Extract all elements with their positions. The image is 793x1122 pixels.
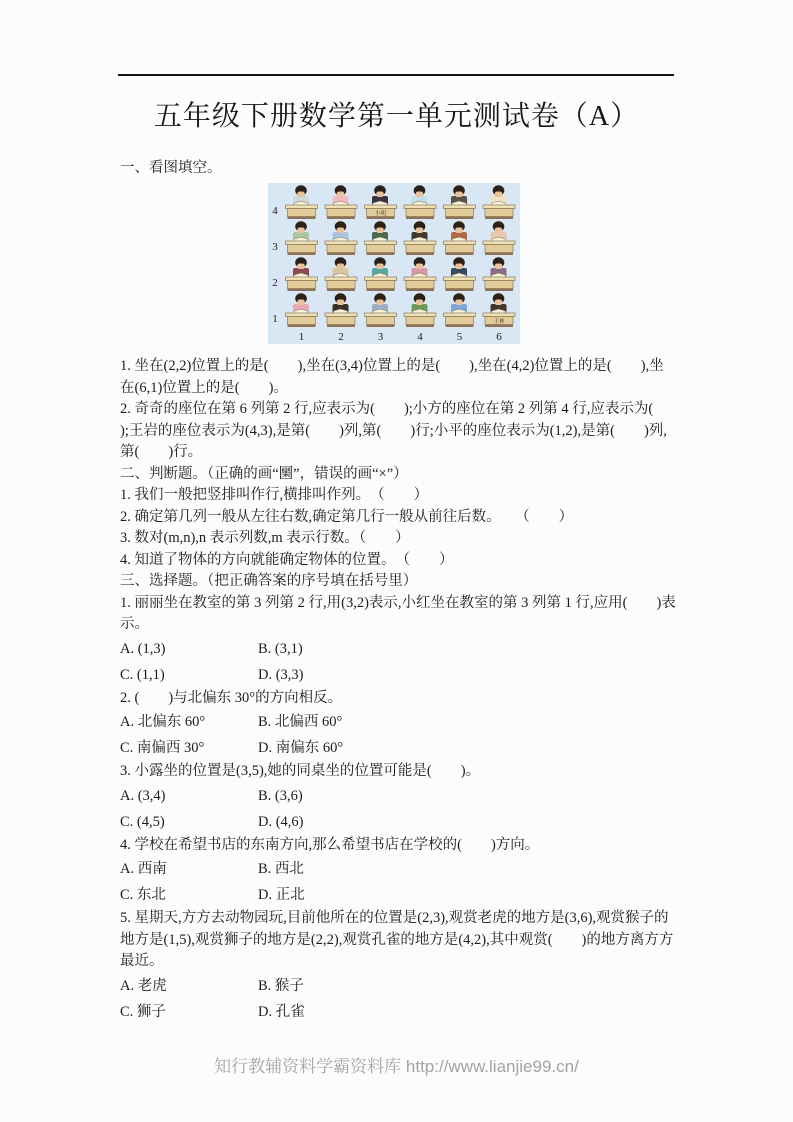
option: D. (4,6) bbox=[258, 813, 304, 830]
choice-question-stem: 4. 学校在希望书店的东南方向,那么希望书店在学校的( )方向。 bbox=[120, 836, 540, 853]
svg-text:5: 5 bbox=[456, 330, 463, 343]
option: B. 西北 bbox=[258, 861, 304, 877]
option: B. 猴子 bbox=[258, 977, 304, 994]
choice-options bbox=[120, 709, 677, 761]
option: B. (3,1) bbox=[258, 640, 303, 657]
classroom-illustration bbox=[268, 183, 520, 344]
option: C. 南偏西 30° bbox=[120, 740, 205, 756]
option: A. (3,4) bbox=[120, 787, 166, 804]
test-body bbox=[120, 158, 683, 1025]
option: D. 孔雀 bbox=[258, 1003, 305, 1020]
option: A. 西南 bbox=[120, 861, 167, 877]
fill-question-1: 1. 坐在(2,2)位置上的是( ),坐在(3,4)位置上的是( ),坐在(4,2)位置上的是( ),坐在(6,1)位置上的是( )。 bbox=[120, 358, 664, 396]
svg-text:6: 6 bbox=[496, 330, 502, 343]
svg-text:3: 3 bbox=[272, 240, 278, 253]
choice-options bbox=[120, 973, 677, 1025]
svg-text:2: 2 bbox=[272, 276, 278, 289]
option: A. (1,3) bbox=[120, 640, 166, 657]
option: A. 北偏东 60° bbox=[120, 714, 206, 730]
svg-text:1: 1 bbox=[298, 330, 305, 343]
svg-text:王林: 王林 bbox=[493, 318, 505, 325]
svg-text:4: 4 bbox=[417, 330, 423, 343]
svg-text:4: 4 bbox=[272, 204, 278, 217]
option: D. 正北 bbox=[258, 887, 305, 903]
section-heading-choice: 三、选择题。（把正确答案的序号填在括号里） bbox=[120, 573, 418, 589]
option: B. (3,6) bbox=[258, 787, 303, 804]
choice-options bbox=[120, 856, 677, 908]
choice-options bbox=[120, 636, 677, 688]
svg-text:3: 3 bbox=[377, 330, 384, 343]
option: C. (4,5) bbox=[120, 813, 165, 830]
option: D. (3,3) bbox=[258, 666, 304, 683]
option: C. 狮子 bbox=[120, 1003, 166, 1020]
fill-question-2: 2. 奇奇的座位在第 6 列第 2 行,应表示为( );小方的座位在第 2 列第 4 行,应表示为( );王岩的座位表示为(4,3),是第( )列,第( )行;小平的座位表示为(1,2),是第( )列,第( )行。 bbox=[120, 401, 683, 460]
option: C. (1,1) bbox=[120, 666, 165, 683]
choice-question-stem: 1. 丽丽坐在教室的第 3 列第 2 行,用(3,2)表示,小红坐在教室的第 3 列第 1 行,应用( )表示。 bbox=[120, 594, 676, 632]
page-title: 五年级下册数学第一单元测试卷（A） bbox=[153, 101, 640, 132]
option: D. 南偏东 60° bbox=[258, 740, 344, 756]
judge-item: 4. 知道了物体的方向就能确定物体的位置。 （ ） bbox=[120, 551, 454, 568]
svg-text:小明: 小明 bbox=[374, 210, 387, 217]
choice-options bbox=[120, 783, 677, 835]
option: C. 东北 bbox=[120, 887, 166, 903]
section-heading-fill: 一、看图填空。 bbox=[120, 160, 222, 176]
judge-item: 3. 数对(m,n),n 表示列数,m 表示行数。（ ） bbox=[120, 530, 410, 546]
svg-text:2: 2 bbox=[338, 330, 344, 343]
choice-question-stem: 3. 小露坐的位置是(3,5),她的同桌坐的位置可能是( )。 bbox=[120, 763, 481, 779]
option: A. 老虎 bbox=[120, 977, 167, 994]
watermark-footer: 知行教辅资料学霸资料库 http://www.lianjie99.cn/ bbox=[214, 1057, 579, 1076]
top-rule bbox=[118, 74, 674, 76]
choice-question-stem: 5. 星期天,方方去动物园玩,目前他所在的位置是(2,3),观赏老虎的地方是(3,6),观赏猴子的地方是(1,5),观赏狮子的地方是(2,2),观赏孔雀的地方是(4,2),其中观赏( )的地方离方方最近。 bbox=[120, 910, 674, 969]
option: B. 北偏西 60° bbox=[258, 714, 343, 730]
judge-item: 1. 我们一般把竖排叫作行,横排叫作列。 （ ） bbox=[120, 487, 429, 503]
judge-item: 2. 确定第几列一般从左往右数,确定第几行一般从前往后数。 （ ） bbox=[120, 508, 574, 525]
svg-text:1: 1 bbox=[272, 312, 278, 325]
section-heading-judge: 二、判断题。（正确的画“圞”，错误的画“×”） bbox=[120, 465, 408, 482]
choice-question-stem: 2. ( )与北偏东 30°的方向相反。 bbox=[120, 689, 343, 706]
